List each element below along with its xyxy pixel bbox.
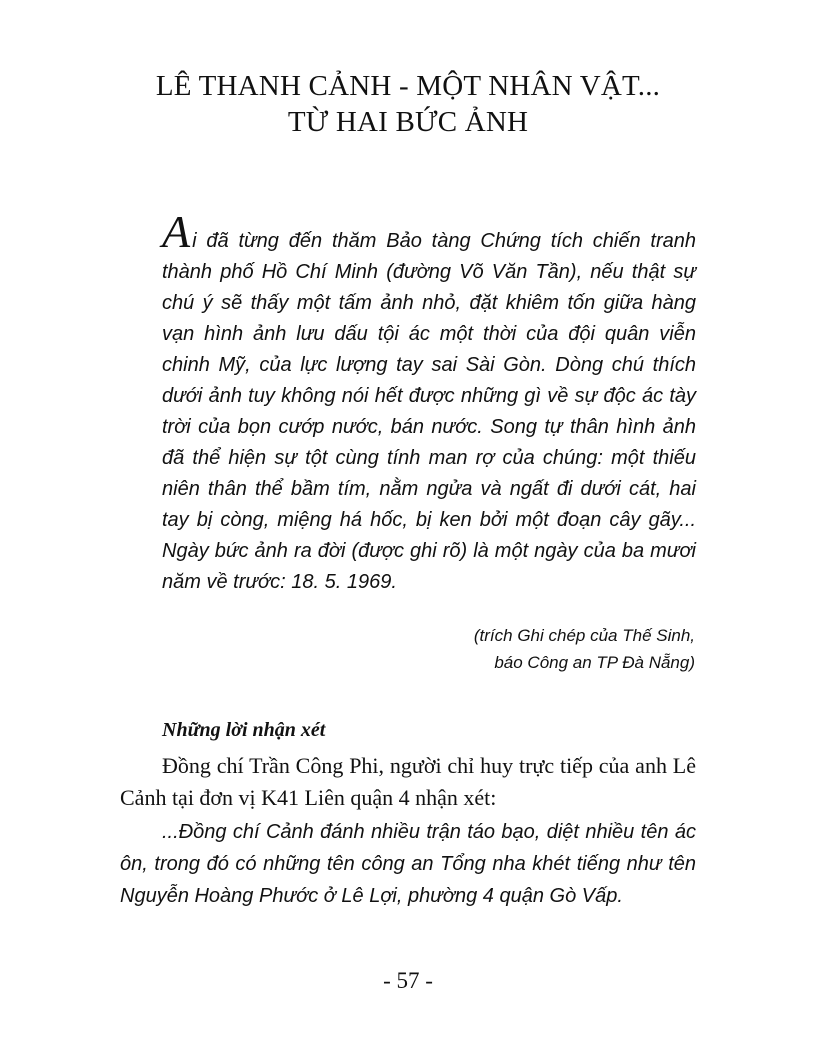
intro-paragraph [162, 206, 696, 598]
section-quote: ...Đồng chí Cảnh đánh nhiều trận táo bạo, diệt nhiều tên ác ôn, trong đó có những tên công an Tổng nha khét tiếng như tên Nguyễn Hoàng Phước ở Lê Lợi, phường 4 quận Gò Vấp. [120, 821, 696, 907]
citation-line-1: (trích Ghi chép của Thế Sinh, [473, 626, 695, 645]
chapter-title-line-1: LÊ THANH CẢNH - MỘT NHÂN VẬT... [155, 70, 661, 102]
drop-cap: A [162, 206, 191, 257]
page-number: - 57 - [383, 968, 433, 993]
citation-line-2: báo Công an TP Đà Nẵng) [494, 653, 695, 672]
section-heading: Những lời nhận xét [162, 719, 326, 741]
chapter-title-line-2: TỪ HAI BỨC ẢNH [287, 106, 529, 138]
intro-text: i đã từng đến thăm Bảo tàng Chứng tích chiến tranh thành phố Hồ Chí Minh (đường Võ Văn Tần), nếu thật sự chú ý sẽ thấy một tấm ảnh nhỏ, đặt khiêm tốn giữa hàng vạn hình ảnh lưu dấu tội ác một thời của đội quân viễn chinh Mỹ, của lực lượng tay sai Sài Gòn. Dòng chú thích dưới ảnh tuy không nói hết được những gì về sự độc ác tày trời của bọn cướp nước, bán nước. Song tự thân hình ảnh đã thể hiện sự tột cùng tính man rợ của chúng: một thiếu niên thân thể bầm tím, nằm ngửa và ngất đi dưới cát, hai tay bị còng, miệng há hốc, bị ken bởi một đoạn cây gãy... Ngày bức ảnh ra đời (được ghi rõ) là một ngày của ba mươi năm về trước: 18. 5. 1969. [162, 230, 696, 593]
section-paragraph: Đồng chí Trần Công Phi, người chỉ huy trực tiếp của anh Lê Cảnh tại đơn vị K41 Liên quận 4 nhận xét: [120, 753, 696, 810]
